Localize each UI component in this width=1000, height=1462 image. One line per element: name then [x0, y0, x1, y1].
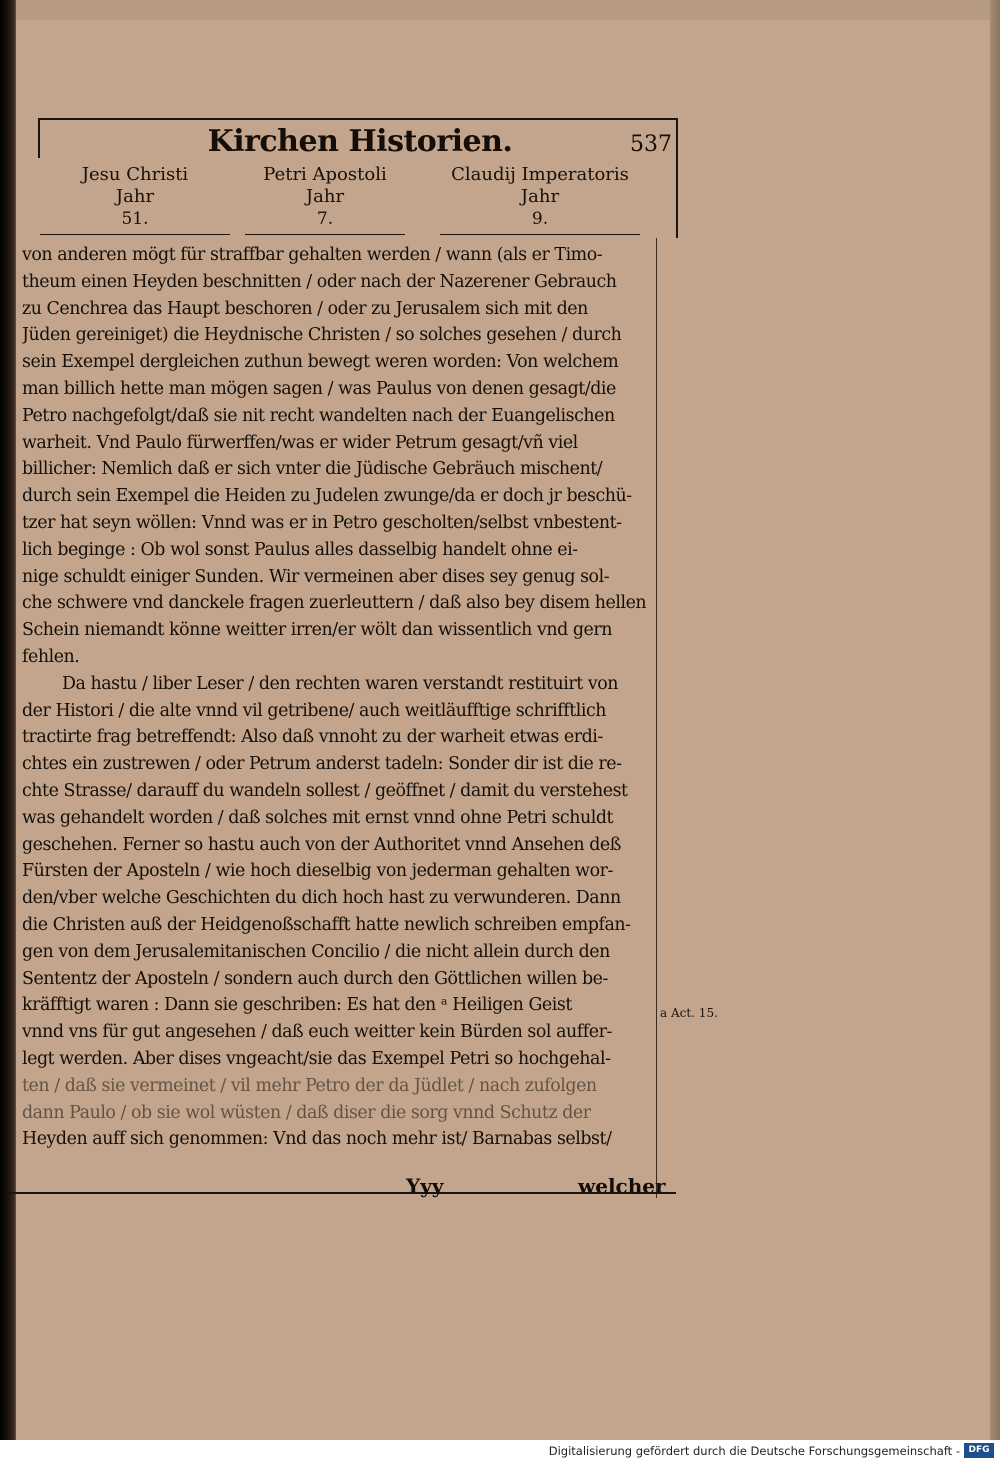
text-line: vnnd vns für gut angesehen / daß euch weitter kein Bürden sol auffer-	[22, 1022, 612, 1043]
chronology-column-christ	[40, 164, 230, 235]
body-text	[22, 242, 654, 1153]
text-line: tzer hat seyn wöllen: Vnnd was er in Petro gescholten/selbst vnbestent-	[22, 512, 622, 533]
chronology-column-peter	[245, 164, 405, 235]
header-left-rule	[38, 118, 40, 158]
text-line: gen von dem Jerusalemitanischen Concilio / die nicht allein durch den	[22, 941, 610, 962]
text-line: Jüden gereiniget) die Heydnische Christen / so solches gesehen / durch	[22, 325, 622, 346]
text-line: von anderen mögt für straffbar gehalten werden / wann (als er Timo-	[22, 245, 603, 265]
text-line: Heyden auff sich genommen: Vnd das noch mehr ist/ Barnabas selbst/	[22, 1129, 612, 1150]
text-line: fehlen.	[22, 646, 80, 667]
text-column-rule	[656, 238, 657, 1198]
chronology-column-claudius	[440, 164, 640, 235]
chronology-rule	[440, 234, 640, 235]
chronology-label: Claudij Imperatoris	[451, 164, 629, 185]
text-line: der Histori / die alte vnnd vil getribene/ auch weitläufftige schrifftlich	[22, 700, 607, 721]
chronology-sub: Jahr	[520, 186, 560, 207]
text-line: tractirte frag betreffendt: Also daß vnnoht zu der warheit etwas erdi-	[22, 727, 603, 748]
running-title: Kirchen Historien.	[207, 124, 513, 159]
chronology-sub: Jahr	[115, 186, 155, 207]
chronology-rule	[245, 234, 405, 235]
text-line: nige schuldt einiger Sunden. Wir vermeinen aber dises sey genug sol-	[22, 566, 610, 587]
text-line: legt werden. Aber dises vngeacht/sie das Exempel Petri so hochgehal-	[22, 1048, 611, 1069]
text-line: Sententz der Aposteln / sondern auch durch den Göttlichen willen be-	[22, 968, 608, 989]
text-line: chte Strasse/ darauff du wandeln sollest / geöffnet / damit du verstehest	[22, 780, 628, 801]
text-line: billicher: Nemlich daß er sich vnter die Jüdische Gebräuch mischent/	[22, 459, 603, 480]
text-line: was gehandelt worden / daß solches mit ernst vnnd ohne Petri schuldt	[22, 807, 614, 828]
chronology-label: Jesu Christi	[81, 164, 189, 185]
margin-note: a Act. 15.	[660, 1006, 718, 1020]
text-line: Schein niemandt könne weitter irren/er wölt dan wissentlich vnd gern	[22, 620, 613, 641]
text-line: lich beginge : Ob wol sonst Paulus alles dasselbig handelt ohne ei-	[22, 539, 578, 560]
chronology-label: Petri Apostoli	[263, 164, 387, 185]
text-line: dann Paulo / ob sie wol wüsten / daß diser die sorg vnnd Schutz der	[22, 1102, 591, 1123]
header-rule	[38, 118, 678, 120]
text-line: die Christen auß der Heidgenoßschafft hatte newlich schreiben empfan-	[22, 914, 631, 935]
text-line: Fürsten der Aposteln / wie hoch dieselbig von jederman gehalten wor-	[22, 861, 613, 882]
chronology-sub: Jahr	[305, 186, 345, 207]
book-spine-shadow	[0, 0, 16, 1440]
text-line: ten / daß sie vermeinet / vil mehr Petro der da Jüdlet / nach zufolgen	[22, 1075, 597, 1096]
chronology-rule	[40, 234, 230, 235]
page-number: 537	[630, 132, 672, 157]
dfg-logo-icon: DFG	[964, 1443, 994, 1458]
text-line: che schwere vnd danckele fragen zuerleuttern / daß also bey disem hellen	[22, 593, 647, 614]
chronology-year: 51.	[121, 209, 149, 229]
attribution-text: Digitalisierung gefördert durch die Deutsche Forschungsgemeinschaft -	[548, 1444, 960, 1458]
text-line: warheit. Vnd Paulo fürwerffen/was er wider Petrum gesagt/vñ viel	[22, 432, 578, 453]
attribution-bar	[0, 1440, 1000, 1462]
header-right-rule	[676, 118, 678, 238]
text-line: chtes ein zustrewen / oder Petrum anderst tadeln: Sonder dir ist die re-	[22, 754, 622, 775]
text-line: kräfftigt waren : Dann sie geschriben: Es hat den ᵃ Heiligen Geist	[22, 995, 572, 1016]
text-line: den/vber welche Geschichten du dich hoch hast zu verwunderen. Dann	[22, 888, 621, 909]
text-line: geschehen. Ferner so hastu auch von der Authoritet vnnd Ansehen deß	[22, 834, 621, 855]
signature-mark: Yyy	[406, 1174, 444, 1198]
page-edge	[990, 0, 1000, 1440]
footer-rule	[8, 1192, 676, 1194]
chronology-year: 9.	[531, 209, 549, 229]
text-line: theum einen Heyden beschnitten / oder nach der Nazerener Gebrauch	[22, 271, 617, 292]
chronology-year: 7.	[316, 209, 334, 229]
paragraph-start-line: Da hastu / liber Leser / den rechten waren verstandt restituirt von	[62, 673, 618, 694]
text-line: sein Exempel dergleichen zuthun bewegt weren worden: Von welchem	[22, 352, 619, 373]
text-line: zu Cenchrea das Haupt beschoren / oder zu Jerusalem sich mit den	[22, 298, 588, 319]
catchword: welcher	[578, 1174, 666, 1198]
text-line: man billich hette man mögen sagen / was Paulus von denen gesagt/die	[22, 378, 616, 399]
text-line: Petro nachgefolgt/daß sie nit recht wandelten nach der Euangelischen	[22, 405, 615, 426]
text-line: durch sein Exempel die Heiden zu Judelen zwunge/da er doch jr beschü-	[22, 486, 632, 507]
